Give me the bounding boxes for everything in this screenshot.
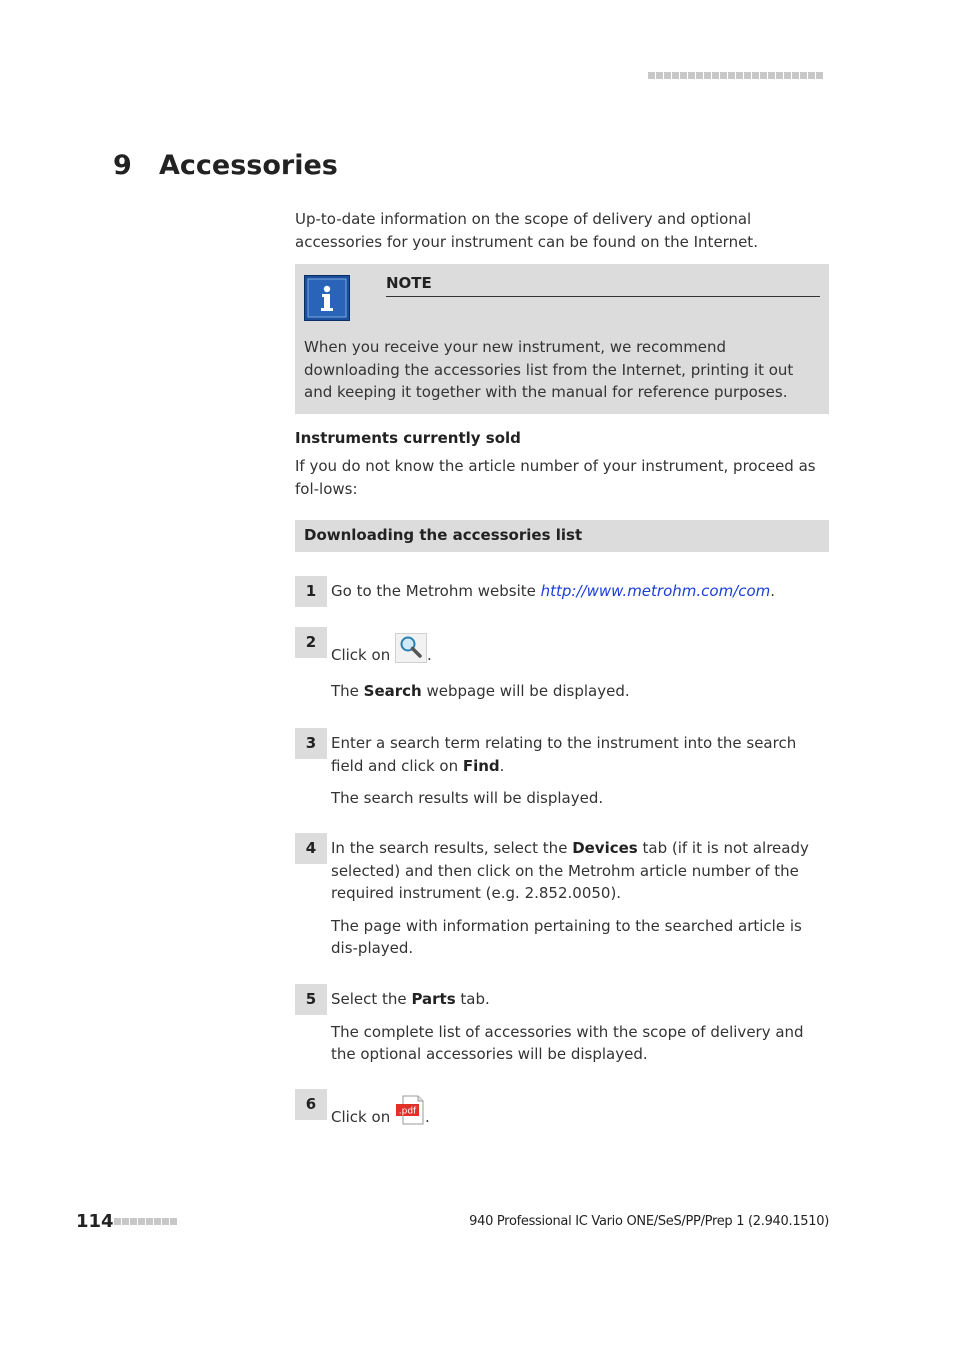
result-bold: Search	[363, 681, 422, 700]
metrohm-website-link[interactable]: http://www.metrohm.com/com	[540, 582, 771, 600]
step-text: Click on	[331, 646, 391, 664]
procedure-heading-text: Downloading the accessories list	[304, 526, 583, 544]
step-instruction	[331, 633, 829, 670]
step-text: Go to the Metrohm website	[331, 582, 541, 600]
step-instruction	[331, 580, 829, 603]
step-number: 6	[295, 1089, 327, 1120]
step-bold: Devices	[572, 839, 638, 857]
step-text-end: .	[424, 1108, 430, 1126]
step-result: The complete list of accessories with the scope of delivery and the optional accessories will be displayed.	[331, 1022, 804, 1063]
note-text: When you receive your new instrument, we recommend downloading the accessories list from the Internet, printing it out and keeping it together with the manual for reference purposes.	[304, 338, 794, 401]
step-text: In the search results, select the	[331, 839, 573, 857]
info-icon	[304, 275, 350, 321]
step-number: 2	[295, 627, 327, 658]
step-instruction	[331, 988, 829, 1011]
footer-title: 940 Professional IC Vario ONE/SeS/PP/Prep 1 (2.940.1510)	[469, 1214, 829, 1229]
step-bold: Parts	[411, 990, 456, 1008]
step-text-end: .	[770, 582, 776, 600]
step-instruction	[331, 732, 829, 777]
step-text: Enter a search term relating to the instrument into the search field and click on	[331, 734, 797, 775]
search-icon	[395, 633, 427, 670]
page-number: 114	[76, 1211, 114, 1232]
step-number: 4	[295, 833, 327, 864]
pdf-icon-label: .pdf	[398, 1106, 417, 1117]
pdf-icon	[395, 1095, 425, 1132]
step-bold: Find	[462, 756, 500, 775]
section-text: If you do not know the article number of your instrument, proceed as fol-lows:	[295, 457, 816, 498]
step-number: 3	[295, 728, 327, 759]
step-text: Click on	[331, 1108, 391, 1126]
step-text-end: tab (if it is not already selected) and then click on the Metrohm article number of the required instrument (e.g. 2.852.0050).	[331, 839, 809, 902]
step-text-end: .	[426, 646, 432, 664]
intro-paragraph: Up-to-date information on the scope of delivery and optional accessories for your instrument can be found on the Internet.	[295, 210, 758, 251]
note-title: NOTE	[386, 273, 820, 297]
step-number: 5	[295, 984, 327, 1015]
step-number: 1	[295, 576, 327, 607]
result-text-end: webpage will be displayed.	[421, 681, 630, 700]
procedure-heading	[295, 520, 829, 552]
step-result: The page with information pertaining to the searched article is dis-played.	[331, 916, 802, 957]
section-heading: Instruments currently sold	[295, 429, 521, 447]
result-text: The	[331, 681, 364, 700]
chapter-number: 9	[113, 150, 132, 181]
step-instruction	[331, 837, 829, 905]
step-text-end: tab.	[455, 990, 490, 1008]
step-instruction	[331, 1095, 829, 1132]
note-box	[295, 264, 829, 414]
step-text-end: .	[499, 756, 505, 775]
footer-decoration	[114, 1218, 177, 1225]
header-decoration	[648, 72, 823, 79]
step-result	[331, 680, 829, 703]
step-result: The search results will be displayed.	[331, 789, 604, 807]
step-text: Select the	[331, 990, 412, 1008]
chapter-title-text: Accessories	[159, 150, 338, 181]
chapter-title	[113, 150, 338, 181]
